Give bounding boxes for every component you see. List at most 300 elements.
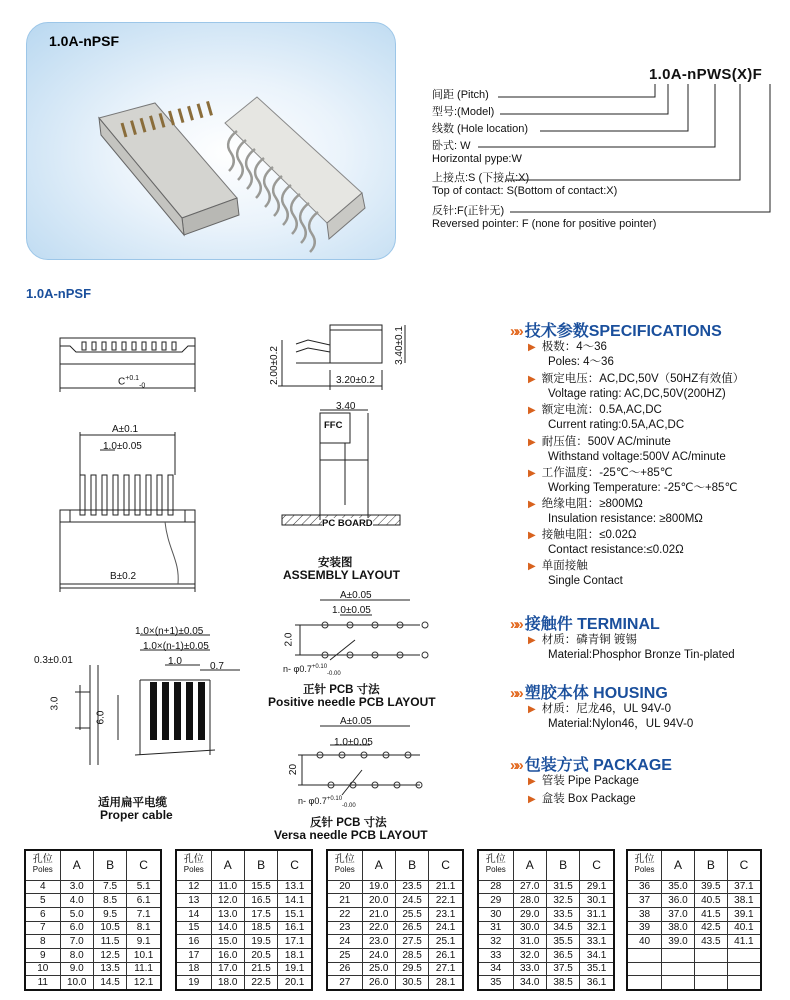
spec-item-en: Material:Phosphor Bronze Tin-plated — [548, 649, 735, 661]
table-cell: 39.0 — [662, 935, 695, 949]
table-cell — [627, 948, 662, 962]
spec-item-cn: 单面接触 — [541, 560, 588, 572]
table-cell: 16.5 — [244, 894, 277, 908]
table-cell: 14 — [176, 907, 211, 921]
triangle-bullet-icon: ▶ — [528, 405, 536, 416]
spec-heading-text: 包装方式 PACKAGE — [524, 757, 672, 774]
table-row — [478, 894, 614, 908]
technical-drawings — [0, 300, 500, 845]
table-cell: 7.5 — [93, 880, 126, 894]
table-row — [627, 907, 761, 921]
spec-item — [528, 466, 737, 496]
table-cell — [662, 948, 695, 962]
spec-item — [528, 372, 744, 402]
table-cell: 9 — [25, 948, 60, 962]
table-cell: 4.0 — [60, 894, 93, 908]
table-row — [25, 921, 161, 935]
table-cell: 38 — [627, 907, 662, 921]
table-row — [478, 880, 614, 894]
table-cell: 35 — [478, 976, 513, 990]
table-cell: 32.0 — [513, 948, 546, 962]
column-header-c: C — [278, 850, 312, 880]
front-slot — [112, 342, 116, 350]
table-cell: 16.0 — [211, 948, 244, 962]
ver-pcb-title-en: Versa needle PCB LAYOUT — [274, 828, 428, 842]
product-photo — [26, 22, 396, 260]
table-cell: 29.1 — [580, 880, 614, 894]
double-chevron-icon: »» — [510, 685, 521, 702]
cable-dim-n-minus-1: 1.0×(n-1)±0.05 — [143, 641, 209, 652]
spec-item — [528, 559, 623, 589]
table-cell: 19 — [176, 976, 211, 990]
pn-model: 型号:(Model) — [432, 106, 495, 118]
front-slot — [82, 342, 86, 350]
top-pin — [102, 475, 107, 515]
table-cell: 27.5 — [395, 935, 428, 949]
table-cell: 37 — [627, 894, 662, 908]
table-row — [327, 935, 463, 949]
spec-item — [528, 633, 735, 663]
spec-item-cn: 耐压值：500V AC/minute — [541, 436, 671, 448]
table-cell: 23.0 — [362, 935, 395, 949]
spec-item — [528, 774, 639, 789]
table-row — [627, 948, 761, 962]
table-cell: 39 — [627, 921, 662, 935]
triangle-bullet-icon: ▶ — [528, 776, 536, 787]
table-row — [176, 948, 312, 962]
table-cell: 35.5 — [546, 935, 579, 949]
table-row — [478, 907, 614, 921]
pn-hole-location: 线数 (Hole location) — [432, 123, 528, 135]
table-cell: 13.1 — [278, 880, 312, 894]
table-cell: 30.1 — [580, 894, 614, 908]
connector-pin — [273, 176, 282, 216]
table-row — [627, 880, 761, 894]
column-header-c: C — [727, 850, 761, 880]
table-cell: 43.5 — [694, 935, 727, 949]
table-row — [327, 962, 463, 976]
ver-pcb-hole: n- $\varphi 0.7^{+0.10}_{-0.00}$ — [298, 796, 356, 809]
table-row — [327, 948, 463, 962]
column-header-b: B — [93, 850, 126, 880]
pn-pitch: 间距 (Pitch) — [432, 89, 489, 101]
pos-pcb-hole: n- $\varphi 0.7^{+0.10}_{-0.00}$ — [283, 664, 341, 677]
table-cell: 24.1 — [429, 921, 463, 935]
table-cell: 14.5 — [93, 976, 126, 990]
table-cell: 10 — [25, 962, 60, 976]
pos-pcb-title-en: Positive needle PCB LAYOUT — [268, 695, 436, 709]
poles-header-en: Poles — [485, 865, 506, 875]
ver-pcb-dim-20: 20 — [288, 763, 300, 776]
table-cell: 24 — [327, 935, 362, 949]
spec-item-cn: 盒装 Box Package — [541, 793, 636, 805]
top-pin — [113, 475, 118, 515]
pos-pcb-dim-pitch: 1.0±0.05 — [332, 605, 371, 616]
table-cell: 38.5 — [546, 976, 579, 990]
table-cell: 17.5 — [244, 907, 277, 921]
spec-item-cn: 极数：4～36 — [541, 341, 607, 353]
table-row — [176, 921, 312, 935]
table-cell: 26.5 — [395, 921, 428, 935]
assembly-title-en: ASSEMBLY LAYOUT — [283, 568, 400, 582]
spec-item-en: Poles: 4～36 — [548, 356, 614, 368]
cable-dim-6: 6.0 — [95, 710, 107, 725]
table-cell — [627, 976, 662, 990]
table-cell: 39.1 — [727, 907, 761, 921]
photo-title: 1.0A-nPSF — [49, 33, 120, 49]
table-cell: 32.5 — [546, 894, 579, 908]
table-cell: 23.1 — [429, 907, 463, 921]
front-slot — [172, 342, 176, 350]
dimension-table-4 — [626, 849, 762, 991]
top-pin — [157, 475, 162, 515]
table-row — [25, 948, 161, 962]
table-cell: 36.1 — [580, 976, 614, 990]
spec-heading-0 — [510, 318, 722, 341]
table-cell — [694, 976, 727, 990]
table-cell: 36.0 — [662, 894, 695, 908]
triangle-bullet-icon: ▶ — [528, 704, 536, 715]
table-cell: 36.5 — [546, 948, 579, 962]
top-pin — [80, 475, 85, 515]
table-cell: 21 — [327, 894, 362, 908]
table-cell: 14.1 — [278, 894, 312, 908]
table-row — [327, 921, 463, 935]
cable-title-cn: 适用扁平电缆 — [98, 797, 167, 809]
table-cell: 7.1 — [127, 907, 161, 921]
ver-pcb-dim-pitch: 1.0±0.05 — [334, 737, 373, 748]
table-cell: 20.5 — [244, 948, 277, 962]
table-cell: 13.5 — [93, 962, 126, 976]
cable-title-en: Proper cable — [100, 808, 173, 822]
spec-item-en: Single Contact — [548, 575, 623, 587]
table-cell: 33 — [478, 948, 513, 962]
triangle-bullet-icon: ▶ — [528, 437, 536, 448]
dim-pitch: 1.0±0.05 — [103, 441, 142, 452]
triangle-bullet-icon: ▶ — [528, 468, 536, 479]
double-chevron-icon: »» — [510, 757, 521, 774]
table-cell: 27.0 — [513, 880, 546, 894]
table-cell: 11.0 — [211, 880, 244, 894]
table-cell: 18 — [176, 962, 211, 976]
dimension-table-0 — [24, 849, 162, 991]
spec-item — [528, 497, 703, 527]
table-cell — [727, 976, 761, 990]
spec-item — [528, 792, 636, 807]
table-cell: 25.0 — [362, 962, 395, 976]
table-cell: 22.1 — [429, 894, 463, 908]
column-header-c: C — [127, 850, 161, 880]
table-cell — [694, 962, 727, 976]
front-slot — [152, 342, 156, 350]
front-slot — [142, 342, 146, 350]
column-header-a: A — [513, 850, 546, 880]
double-chevron-icon: »» — [510, 323, 521, 340]
table-cell: 18.5 — [244, 921, 277, 935]
table-row — [478, 962, 614, 976]
spec-item-en: Material:Nylon46，UL 94V-0 — [548, 718, 694, 730]
side-view-body — [330, 325, 382, 363]
table-cell: 34.5 — [546, 921, 579, 935]
triangle-bullet-icon: ▶ — [528, 342, 536, 353]
table-cell: 16.1 — [278, 921, 312, 935]
table-row — [25, 894, 161, 908]
table-cell: 25 — [327, 948, 362, 962]
table-cell: 31.0 — [513, 935, 546, 949]
poles-header-en: Poles — [334, 865, 355, 875]
dim-b: B±0.2 — [110, 571, 137, 582]
spec-heading-text: 接触件 TERMINAL — [524, 616, 660, 633]
table-cell: 32 — [478, 935, 513, 949]
table-cell: 20.1 — [278, 976, 312, 990]
connector-photo-illustration — [27, 23, 397, 261]
poles-header — [627, 850, 662, 880]
table-cell: 41.5 — [694, 907, 727, 921]
table-cell — [627, 962, 662, 976]
table-cell: 15.5 — [244, 880, 277, 894]
spec-item-cn: 接触电阻：≤0.02Ω — [541, 529, 637, 541]
pn-contact-en: Top of contact: S(Bottom of contact:X) — [432, 185, 618, 197]
top-pin — [124, 475, 129, 515]
spec-item — [528, 403, 684, 433]
table-cell — [727, 948, 761, 962]
table-row — [176, 976, 312, 990]
table-cell: 19.1 — [278, 962, 312, 976]
front-slot — [132, 342, 136, 350]
table-cell — [662, 962, 695, 976]
cable-conductor — [186, 682, 193, 740]
pn-contact-cn: 上接点:S (下接点:X) — [432, 172, 530, 184]
table-cell: 10.5 — [93, 921, 126, 935]
table-cell: 25.5 — [395, 907, 428, 921]
table-cell: 32.1 — [580, 921, 614, 935]
table-cell: 42.5 — [694, 921, 727, 935]
table-cell: 10.0 — [60, 976, 93, 990]
connector-pin — [264, 167, 273, 207]
column-header-a: A — [362, 850, 395, 880]
table-cell: 37.5 — [546, 962, 579, 976]
table-cell: 22 — [327, 907, 362, 921]
table-row — [176, 880, 312, 894]
table-cell: 29 — [478, 894, 513, 908]
connector-pin — [246, 149, 255, 189]
cable-dim-thickness: 0.3±0.01 — [34, 655, 73, 666]
table-cell: 33.0 — [513, 962, 546, 976]
table-cell: 26.1 — [429, 948, 463, 962]
table-cell: 19.5 — [244, 935, 277, 949]
dim-assembly-width: 3.40 — [336, 401, 356, 412]
spec-item-cn: 管装 Pipe Package — [541, 775, 639, 787]
pn-reversed-en: Reversed pointer: F (none for positive pointer) — [432, 218, 657, 230]
assembly-title-cn: 安装图 — [318, 557, 353, 569]
connector-pin — [228, 131, 237, 171]
table-cell: 17.0 — [211, 962, 244, 976]
table-cell: 18.0 — [211, 976, 244, 990]
connector-pin — [291, 194, 300, 234]
column-header-b: B — [546, 850, 579, 880]
dimension-table-3 — [477, 849, 615, 991]
table-cell: 15.1 — [278, 907, 312, 921]
cable-conductor — [150, 682, 157, 740]
table-cell: 13 — [176, 894, 211, 908]
cable-dim-n-plus-1: 1.0×(n+1)±0.05 — [135, 626, 204, 637]
table-cell: 31.1 — [580, 907, 614, 921]
table-row — [176, 935, 312, 949]
spec-item — [528, 702, 693, 732]
table-row — [25, 976, 161, 990]
table-cell: 41.1 — [727, 935, 761, 949]
table-cell: 36 — [627, 880, 662, 894]
table-cell — [727, 962, 761, 976]
table-row — [478, 976, 614, 990]
cable-conductor — [162, 682, 169, 740]
connector-pin — [309, 212, 318, 252]
pn-horizontal-cn: 卧式: W — [432, 140, 471, 152]
spec-item-en: Contact resistance:≤0.02Ω — [548, 544, 684, 556]
table-cell: 23 — [327, 921, 362, 935]
poles-header-cn: 孔位 — [32, 854, 53, 866]
table-row — [25, 907, 161, 921]
poles-header-cn: 孔位 — [485, 854, 506, 866]
connector-pin — [237, 140, 246, 180]
dim-c: $C^{+0.1}_{-0}$ — [118, 375, 146, 390]
table-cell: 17 — [176, 948, 211, 962]
connector-pin — [208, 101, 212, 115]
spec-item-en: Insulation resistance: ≥800MΩ — [548, 513, 703, 525]
table-cell: 34 — [478, 962, 513, 976]
table-cell: 40 — [627, 935, 662, 949]
ffc-label: FFC — [324, 420, 343, 431]
table-cell: 10.1 — [127, 948, 161, 962]
pn-horizontal-en: Horizontal pype:W — [432, 153, 522, 165]
spec-item-cn: 额定电压：AC,DC,50V（50HZ有效值） — [541, 373, 745, 385]
table-cell: 15 — [176, 921, 211, 935]
table-cell: 23.5 — [395, 880, 428, 894]
table-cell — [694, 948, 727, 962]
spec-heading-text: 塑胶本体 HOUSING — [524, 685, 668, 702]
column-header-c: C — [429, 850, 463, 880]
table-row — [478, 935, 614, 949]
table-cell: 14.0 — [211, 921, 244, 935]
front-slot — [102, 342, 106, 350]
triangle-bullet-icon: ▶ — [528, 794, 536, 805]
pcb-hole — [422, 622, 428, 628]
spec-item-cn: 绝缘电阻：≥800MΩ — [541, 498, 643, 510]
table-cell: 9.0 — [60, 962, 93, 976]
table-cell: 29.5 — [395, 962, 428, 976]
table-cell: 6.0 — [60, 921, 93, 935]
table-cell: 28.0 — [513, 894, 546, 908]
table-row — [478, 948, 614, 962]
pos-pcb-dim-a: A±0.05 — [340, 590, 372, 601]
connector-pin — [179, 109, 183, 123]
table-cell: 17.1 — [278, 935, 312, 949]
cable-conductor — [198, 682, 205, 740]
table-row — [327, 907, 463, 921]
table-row — [176, 962, 312, 976]
triangle-bullet-icon: ▶ — [528, 499, 536, 510]
dim-depth: 3.20±0.2 — [336, 375, 375, 386]
pn-reversed-cn: 反针:F(正针无) — [432, 205, 505, 217]
table-cell: 11 — [25, 976, 60, 990]
dim-body-height: 3.40±0.1 — [393, 326, 405, 365]
table-cell: 5.0 — [60, 907, 93, 921]
table-cell: 38.1 — [727, 894, 761, 908]
spec-item-cn: 材质：尼龙46，UL 94V-0 — [541, 703, 672, 715]
table-cell: 22.5 — [244, 976, 277, 990]
spec-item — [528, 340, 614, 370]
spec-heading-3 — [510, 752, 672, 775]
triangle-bullet-icon: ▶ — [528, 635, 536, 646]
pos-pcb-dim-2: 2.0 — [283, 632, 295, 647]
table-row — [627, 921, 761, 935]
table-cell: 11.1 — [127, 962, 161, 976]
dimension-table-1 — [175, 849, 313, 991]
table-row — [25, 935, 161, 949]
table-cell: 21.5 — [244, 962, 277, 976]
column-header-a: A — [662, 850, 695, 880]
table-cell: 7.0 — [60, 935, 93, 949]
table-cell: 12 — [176, 880, 211, 894]
table-row — [627, 935, 761, 949]
table-cell: 27.1 — [429, 962, 463, 976]
table-cell: 35.1 — [580, 962, 614, 976]
table-cell: 29.0 — [513, 907, 546, 921]
table-row — [176, 894, 312, 908]
poles-header-cn: 孔位 — [183, 854, 204, 866]
poles-header — [25, 850, 60, 880]
column-header-c: C — [580, 850, 614, 880]
poles-header-en: Poles — [32, 865, 53, 875]
table-cell: 12.5 — [93, 948, 126, 962]
table-cell: 24.5 — [395, 894, 428, 908]
table-cell: 40.5 — [694, 894, 727, 908]
poles-header — [327, 850, 362, 880]
spec-item — [528, 528, 684, 558]
table-cell: 13.0 — [211, 907, 244, 921]
cable-dim-3: 3.0 — [49, 696, 61, 711]
poles-header — [176, 850, 211, 880]
table-cell: 25.1 — [429, 935, 463, 949]
double-chevron-icon: »» — [510, 616, 521, 633]
table-cell: 6.1 — [127, 894, 161, 908]
section-label: 1.0A-nPSF — [26, 286, 92, 301]
table-cell: 20 — [327, 880, 362, 894]
table-cell: 8.5 — [93, 894, 126, 908]
connector-pin — [282, 185, 291, 225]
table-row — [627, 894, 761, 908]
table-cell: 11.5 — [93, 935, 126, 949]
front-slot — [92, 342, 96, 350]
column-header-b: B — [244, 850, 277, 880]
spec-item-cn: 材质：磷青铜 镀锡 — [541, 634, 637, 646]
table-cell: 34.0 — [513, 976, 546, 990]
dim-height: 2.00±0.2 — [268, 346, 280, 385]
table-cell: 21.0 — [362, 907, 395, 921]
table-cell: 21.1 — [429, 880, 463, 894]
table-cell: 31.5 — [546, 880, 579, 894]
table-cell: 27 — [327, 976, 362, 990]
poles-header-cn: 孔位 — [334, 854, 355, 866]
poles-header-cn: 孔位 — [634, 854, 655, 866]
table-cell: 33.5 — [546, 907, 579, 921]
table-cell: 30 — [478, 907, 513, 921]
column-header-b: B — [395, 850, 428, 880]
table-row — [176, 907, 312, 921]
table-cell: 9.1 — [127, 935, 161, 949]
column-header-b: B — [694, 850, 727, 880]
part-number-code: 1.0A-nPWS(X)F — [649, 66, 763, 83]
